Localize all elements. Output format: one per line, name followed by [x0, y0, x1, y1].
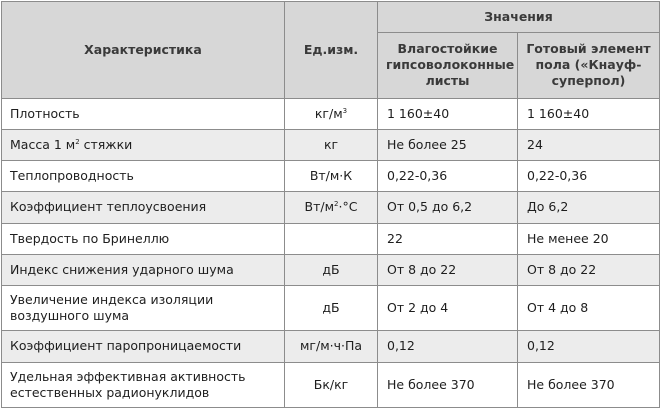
row-value-a: От 0,5 до 6,2	[378, 192, 518, 223]
row-name: Твердость по Бринеллю	[2, 223, 285, 254]
row-unit	[285, 223, 378, 254]
row-unit: Вт/м·К	[285, 161, 378, 192]
header-floor-element: Готовый элемент пола («Кнауф-суперпол)	[518, 33, 660, 98]
row-name: Удельная эффективная активность естественных радионуклидов	[2, 362, 285, 407]
row-name: Плотность	[2, 98, 285, 129]
row-name: Коэффициент теплоусвоения	[2, 192, 285, 223]
row-name: Индекс снижения ударного шума	[2, 254, 285, 285]
row-unit: дБ	[285, 254, 378, 285]
table-row	[2, 161, 660, 192]
row-name: Теплопроводность	[2, 161, 285, 192]
row-value-a: 22	[378, 223, 518, 254]
table-row	[2, 98, 660, 129]
row-value-a: Не более 25	[378, 129, 518, 160]
table-row	[2, 223, 660, 254]
row-value-b: 0,22-0,36	[518, 161, 660, 192]
row-unit: Бк/кг	[285, 362, 378, 407]
specification-table	[1, 1, 660, 408]
table-row	[2, 331, 660, 362]
row-value-a: 0,12	[378, 331, 518, 362]
row-value-b: 0,12	[518, 331, 660, 362]
table-row	[2, 286, 660, 331]
header-gypsum-fiber-sheets: Влагостойкие гипсоволоконные листы	[378, 33, 518, 98]
row-value-a: От 8 до 22	[378, 254, 518, 285]
row-unit: кг	[285, 129, 378, 160]
header-unit: Ед.изм.	[285, 2, 378, 99]
table-row	[2, 129, 660, 160]
row-value-a: 0,22-0,36	[378, 161, 518, 192]
row-unit: дБ	[285, 286, 378, 331]
row-value-b: 1 160±40	[518, 98, 660, 129]
header-values: Значения	[378, 2, 660, 33]
row-value-b: Не более 370	[518, 362, 660, 407]
row-name: Коэффициент паропроницаемости	[2, 331, 285, 362]
row-value-a: От 2 до 4	[378, 286, 518, 331]
row-unit: $кг/м^3$	[285, 98, 378, 129]
row-value-a: Не более 370	[378, 362, 518, 407]
row-value-b: До 6,2	[518, 192, 660, 223]
row-unit: $Вт/м^2\cdot^\circ С$	[285, 192, 378, 223]
table-row	[2, 254, 660, 285]
row-value-b: Не менее 20	[518, 223, 660, 254]
table-row	[2, 362, 660, 407]
header-characteristic: Характеристика	[2, 2, 285, 99]
table-row	[2, 192, 660, 223]
row-value-b: От 4 до 8	[518, 286, 660, 331]
row-name: Масса 1 $м^2$ стяжки	[2, 129, 285, 160]
row-value-a: 1 160±40	[378, 98, 518, 129]
row-name: Увеличение индекса изоляции воздушного шума	[2, 286, 285, 331]
row-unit: мг/м·ч·Па	[285, 331, 378, 362]
row-value-b: 24	[518, 129, 660, 160]
row-value-b: От 8 до 22	[518, 254, 660, 285]
